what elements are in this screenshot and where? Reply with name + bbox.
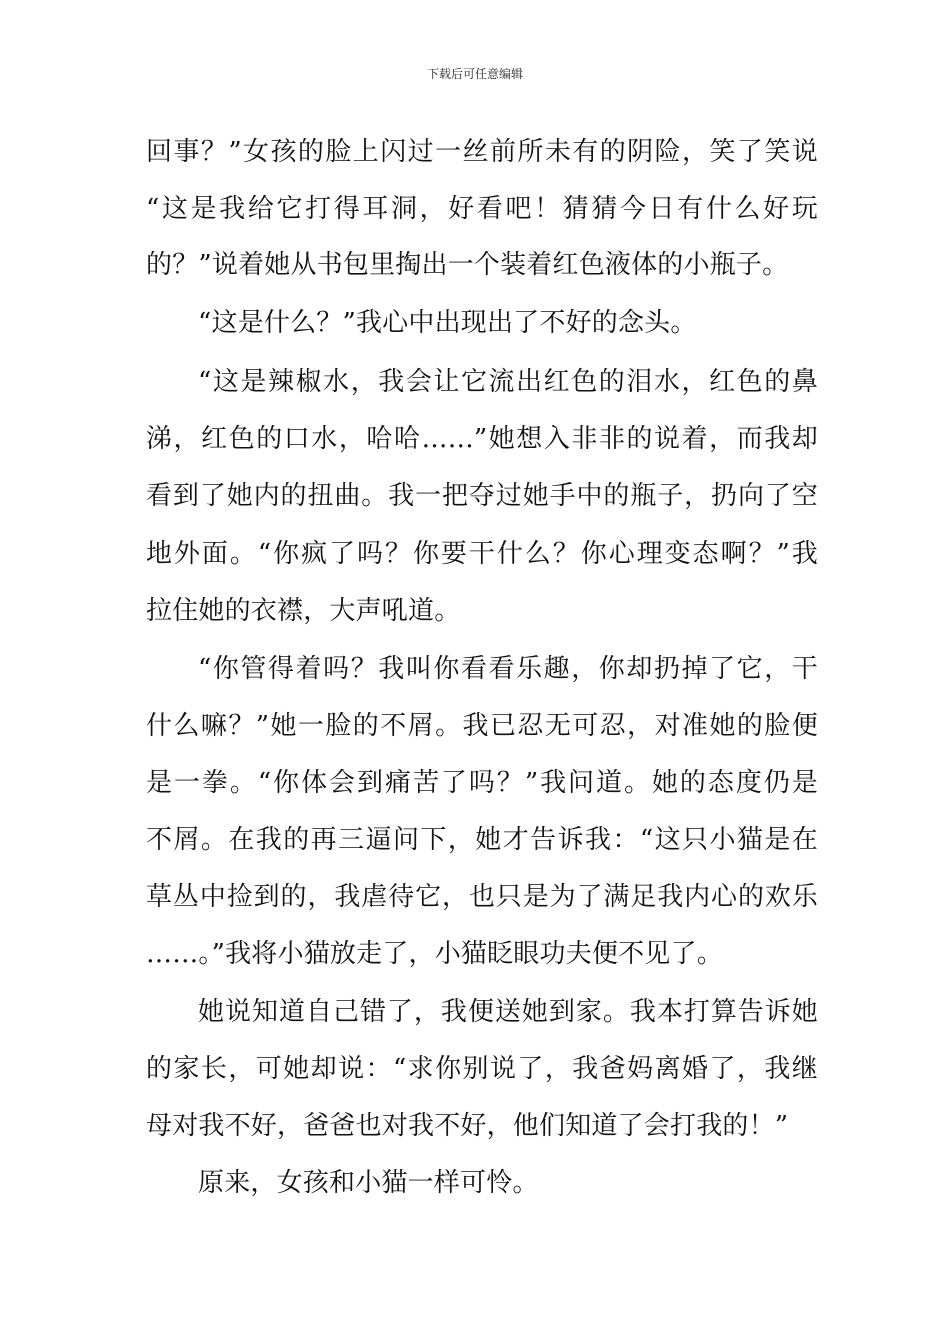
text-line: “这是我给它打得耳洞，好看吧！猜猜今日有什么好玩 [146, 194, 818, 224]
text-line: 的家长，可她却说：“求你别说了，我爸妈离婚了，我继 [146, 1054, 818, 1084]
text-line: “这是什么？”我心中出现出了不好的念头。 [198, 308, 697, 338]
text-line: 是一拳。“你体会到痛苦了吗？”我问道。她的态度仍是 [146, 768, 818, 798]
page-header: 下载后可任意编辑 [426, 67, 523, 81]
text-line: 拉住她的衣襟，大声吼道。 [146, 596, 461, 626]
text-line: “你管得着吗？我叫你看看乐趣，你却扔掉了它，干 [198, 654, 818, 684]
text-line: 什么嘛？”她一脸的不屑。我已忍无可忍，对准她的脸便 [146, 711, 818, 741]
text-line: 回事？”女孩的脸上闪过一丝前所未有的阴险，笑了笑说 [146, 137, 818, 167]
text-line: 草丛中捡到的，我虐待它，也只是为了满足我内心的欢乐 [146, 882, 818, 912]
text-line: 不屑。在我的再三逼问下，她才告诉我：“这只小猫是在 [146, 825, 818, 855]
text-line: “这是辣椒水，我会让它流出红色的泪水，红色的鼻 [198, 367, 818, 397]
text-line: 母对我不好，爸爸也对我不好，他们知道了会打我的！” [146, 1111, 789, 1141]
text-line: ……。”我将小猫放走了，小猫眨眼功夫便不见了。 [146, 939, 723, 969]
text-line: 原来，女孩和小猫一样可怜。 [198, 1168, 539, 1198]
text-line: 涕，红色的口水，哈哈……”她想入非非的说着，而我却 [146, 424, 818, 454]
text-line: 地外面。“你疯了吗？你要干什么？你心理变态啊？”我 [146, 539, 818, 569]
text-line: 她说知道自己错了，我便送她到家。我本打算告诉她 [198, 997, 818, 1027]
text-line: 的？”说着她从书包里掏出一个装着红色液体的小瓶子。 [146, 250, 789, 280]
text-line: 看到了她内的扭曲。我一把夺过她手中的瓶子，扔向了空 [146, 481, 818, 511]
